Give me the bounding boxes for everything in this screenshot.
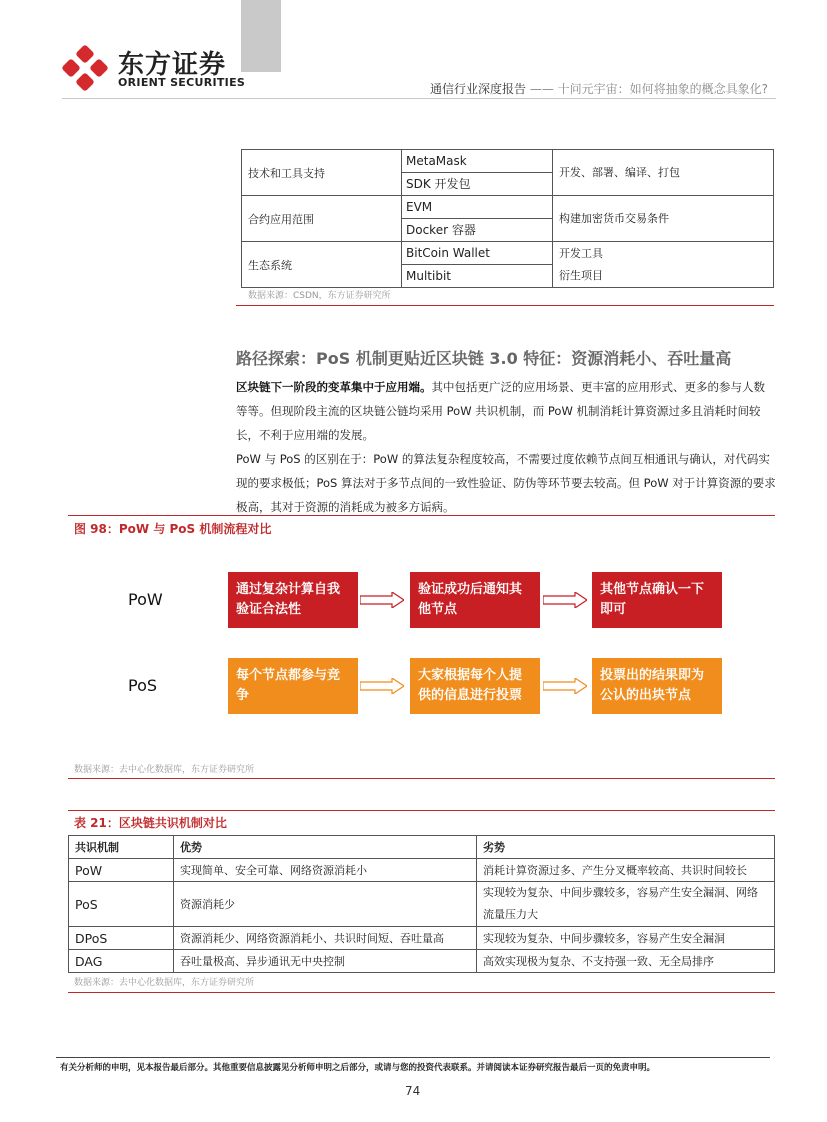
- arrow-right-icon: [360, 592, 404, 608]
- paragraph-1: [236, 375, 776, 447]
- table-cell-item: Multibit: [402, 264, 552, 287]
- header-dash: ——: [526, 82, 558, 96]
- mechanism-pros: 资源消耗少、网络资源消耗小、共识时间短、吞吐量高: [174, 927, 477, 950]
- pow-step-2: 验证成功后通知其他节点: [410, 572, 540, 628]
- logo-english-name: ORIENT SECURITIES: [118, 76, 246, 89]
- pow-step-3: 其他节点确认一下即可: [592, 572, 722, 628]
- pos-label: PoS: [128, 676, 158, 695]
- table-cell-items: [402, 196, 553, 242]
- report-type: 通信行业深度报告: [430, 82, 527, 96]
- logo-chinese-name: 东方证券: [118, 50, 227, 80]
- table-row: [69, 927, 775, 950]
- table21-top-rule: [68, 810, 775, 811]
- table-cell-label: 技术和工具支持: [242, 150, 402, 196]
- consensus-comparison-table: [68, 835, 775, 973]
- mechanism-name: DPoS: [69, 927, 174, 950]
- table-row: [242, 196, 774, 242]
- pos-step-1: 每个节点都参与竞争: [228, 658, 358, 714]
- paragraph-1-body: 其中包括更广泛的应用场景、更丰富的应用形式、更多的参与人数等等。但现阶段主流的区块链公链均采用 PoW 共识机制，而 PoW 机制消耗计算资源过多且消耗时间较长，不利于应用端的发展。: [236, 380, 765, 442]
- table21-source: 数据来源：去中心化数据库，东方证券研究所: [74, 978, 255, 988]
- table21-title: 表 21：区块链共识机制对比: [74, 816, 227, 830]
- mechanism-name: DAG: [69, 950, 174, 973]
- table-cell-label: 生态系统: [242, 242, 402, 288]
- figure-bottom-rule: [68, 778, 775, 779]
- page-number: 74: [405, 1084, 421, 1098]
- header-divider: [62, 98, 776, 99]
- table-cell-item: SDK 开发包: [402, 172, 552, 195]
- report-subtitle: 十问元宇宙：如何将抽象的概念具象化?: [557, 82, 769, 96]
- figure-source: 数据来源：去中心化数据库，东方证券研究所: [74, 765, 255, 775]
- orient-securities-logo-icon: [62, 45, 108, 91]
- column-header-pros: 优势: [174, 836, 477, 859]
- header-grey-bar: [241, 0, 281, 72]
- paragraph-2: PoW 与 PoS 的区别在于：PoW 的算法复杂程度较高，不需要过度依赖节点间互相通讯与确认，对代码实现的要求极低；PoS 算法对于多节点间的一致性验证、防伪等环节要去较高。但 PoW 对于计算资源的要求极高，其对于资源的消耗成为被多方诟病。: [236, 452, 776, 514]
- mechanism-cons: 实现较为复杂、中间步骤较多，容易产生安全漏洞、网络流量压力大: [477, 882, 775, 927]
- mechanism-name: PoW: [69, 859, 174, 882]
- table-cell-items: [402, 242, 553, 288]
- report-header-title: [430, 80, 768, 97]
- mechanism-pros: 资源消耗少: [174, 882, 477, 927]
- footer-disclaimer: 有关分析师的申明，见本报告最后部分。其他重要信息披露见分析师申明之后部分，或请与您的投资代表联系。并请阅读本证券研究报告最后一页的免责申明。: [60, 1063, 656, 1073]
- table-row: [69, 882, 775, 927]
- table-cell-desc-line: 衍生项目: [559, 268, 603, 282]
- table-cell-desc-line: 构建加密货币交易条件: [559, 211, 669, 225]
- pow-step-1: 通过复杂计算自我验证合法性: [228, 572, 358, 628]
- column-header-cons: 劣势: [477, 836, 775, 859]
- mechanism-cons: 高效实现极为复杂、不支持强一致、无全局排序: [477, 950, 775, 973]
- table-source: 数据来源：CSDN，东方证券研究所: [248, 291, 391, 301]
- arrow-right-icon: [360, 678, 404, 694]
- comparison-table-continued: [241, 149, 774, 288]
- table21-bottom-rule: [68, 992, 775, 993]
- mechanism-name: PoS: [69, 882, 174, 927]
- table-cell-desc: [553, 150, 774, 196]
- table-cell-item: EVM: [406, 200, 433, 214]
- pow-label: PoW: [128, 590, 163, 609]
- pos-step-2: 大家根据每个人提供的信息进行投票: [410, 658, 540, 714]
- table-row: [242, 242, 774, 288]
- section-title: 路径探索：PoS 机制更贴近区块链 3.0 特征：资源消耗小、吞吐量高: [236, 349, 732, 368]
- table-cell-item: BitCoin Wallet: [406, 246, 490, 260]
- table-cell-desc: [553, 242, 774, 288]
- table-cell-label: 合约应用范围: [242, 196, 402, 242]
- table-cell-item: Docker 容器: [402, 218, 552, 241]
- source-divider: [236, 305, 774, 306]
- column-header-mechanism: 共识机制: [69, 836, 174, 859]
- table-row: [242, 150, 774, 196]
- table-header-row: [69, 836, 775, 859]
- figure-title: 图 98：PoW 与 PoS 机制流程对比: [74, 522, 272, 536]
- table-row: [69, 950, 775, 973]
- table-cell-desc: [553, 196, 774, 242]
- mechanism-pros: 吞吐量极高、异步通讯无中央控制: [174, 950, 477, 973]
- mechanism-pros: 实现简单、安全可靠、网络资源消耗小: [174, 859, 477, 882]
- paragraph-1-lead: 区块链下一阶段的变革集中于应用端。: [236, 380, 432, 394]
- table-cell-item: MetaMask: [406, 154, 467, 168]
- mechanism-cons: 消耗计算资源过多、产生分叉概率较高、共识时间较长: [477, 859, 775, 882]
- footer-divider: [56, 1057, 770, 1058]
- arrow-right-icon: [543, 678, 587, 694]
- table-cell-items: [402, 150, 553, 196]
- pos-step-3: 投票出的结果即为公认的出块节点: [592, 658, 722, 714]
- table-row: [69, 859, 775, 882]
- table-cell-desc-line: 开发、部署、编译、打包: [559, 165, 680, 179]
- figure-top-rule: [68, 515, 775, 516]
- mechanism-cons: 实现较为复杂、中间步骤较多，容易产生安全漏洞: [477, 927, 775, 950]
- table-cell-desc-line: 开发工具: [559, 246, 603, 260]
- arrow-right-icon: [543, 592, 587, 608]
